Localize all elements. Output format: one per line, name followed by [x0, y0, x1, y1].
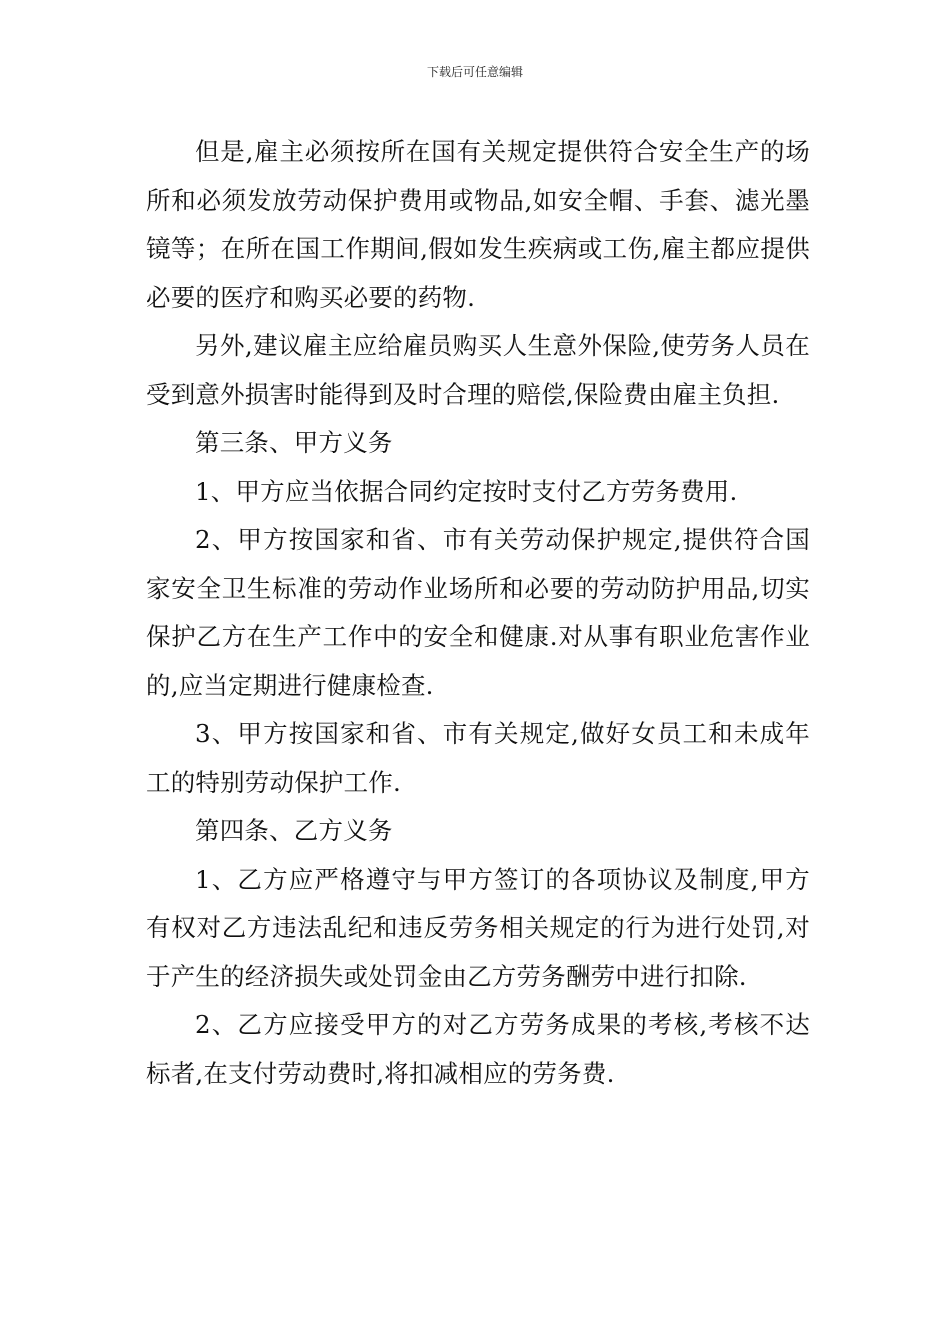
paragraph-article-3-item-3: 3、甲方按国家和省、市有关规定,做好女员工和未成年工的特别劳动保护工作. [146, 719, 810, 797]
page-header: 下载后可任意编辑 [426, 65, 523, 79]
document-body [146, 128, 810, 1098]
paragraph-article-4-item-2: 2、乙方应接受甲方的对乙方劳务成果的考核,考核不达标者,在支付劳动费时,将扣减相应的劳务费. [146, 1010, 810, 1088]
paragraph-article-4-item-1: 1、乙方应严格遵守与甲方签订的各项协议及制度,甲方有权对乙方违法乱纪和违反劳务相关规定的行为进行处罚,对于产生的经济损失或处罚金由乙方劳务酬劳中进行扣除. [146, 864, 810, 991]
paragraph-article-3-item-2: 2、甲方按国家和省、市有关劳动保护规定,提供符合国家安全卫生标准的劳动作业场所和必要的劳动防护用品,切实保护乙方在生产工作中的安全和健康.对从事有职业危害作业的,应当定期进行健康检查. [146, 525, 810, 700]
paragraph-article-3-item-1: 1、甲方应当依据合同约定按时支付乙方劳务费用. [195, 476, 738, 506]
paragraph-employer-safety: 但是,雇主必须按所在国有关规定提供符合安全生产的场所和必须发放劳动保护费用或物品,如安全帽、手套、滤光墨镜等；在所在国工作期间,假如发生疾病或工伤,雇主都应提供必要的医疗和购买必要的药物. [146, 137, 810, 312]
section-heading-article-4: 第四条、乙方义务 [195, 816, 393, 845]
paragraph-insurance: 另外,建议雇主应给雇员购买人生意外保险,使劳务人员在受到意外损害时能得到及时合理的赔偿,保险费由雇主负担. [146, 331, 810, 409]
section-heading-article-3: 第三条、甲方义务 [195, 428, 393, 457]
